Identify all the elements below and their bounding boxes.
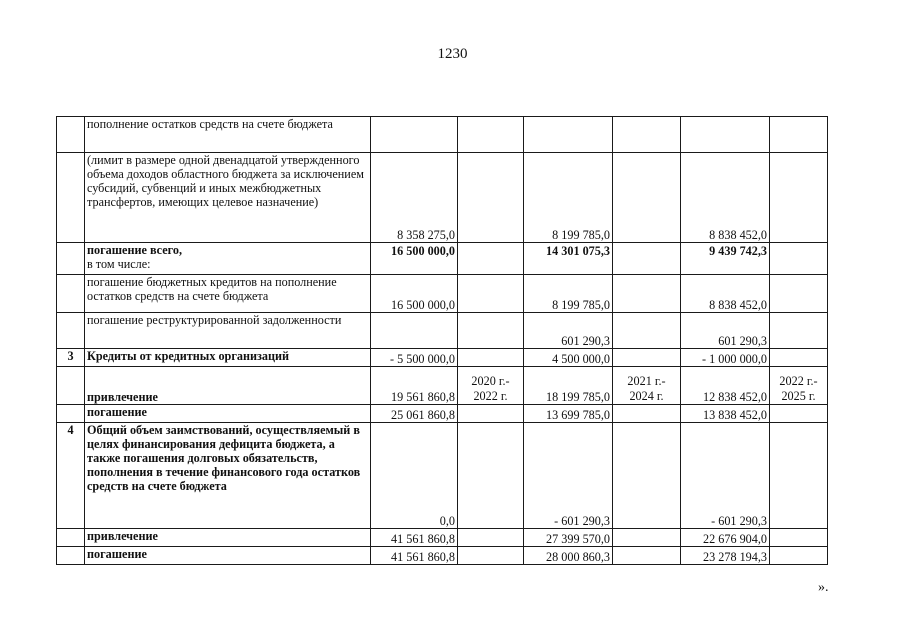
period-2020 xyxy=(458,349,524,367)
period-2022: 2022 г.- 2025 г. xyxy=(770,367,828,405)
table-row xyxy=(57,367,828,405)
period-2020 xyxy=(458,313,524,349)
period-2020 xyxy=(458,423,524,529)
amount-2020: 19 561 860,8 xyxy=(371,367,458,405)
closing-quote-mark: ». xyxy=(818,580,829,595)
row-number xyxy=(57,547,85,565)
amount-2020: 16 500 000,0 xyxy=(371,243,458,275)
row-number xyxy=(57,117,85,153)
table-row xyxy=(57,349,828,367)
table-row xyxy=(57,529,828,547)
row-name: (лимит в размере одной двенадцатой утвержденного объема доходов областного бюджета за исключением субсидий, субвенций и иных межбюджетных трансфертов, имеющих целевое назначение) xyxy=(85,153,371,243)
amount-2021: 8 199 785,0 xyxy=(524,153,613,243)
period-2021 xyxy=(613,313,681,349)
period-2022 xyxy=(770,243,828,275)
row-name-main: погашение всего, xyxy=(87,243,183,257)
table-row xyxy=(57,405,828,423)
amount-2020: 0,0 xyxy=(371,423,458,529)
period-2022 xyxy=(770,529,828,547)
amount-2022: 13 838 452,0 xyxy=(681,405,770,423)
amount-2021: 601 290,3 xyxy=(524,313,613,349)
period-2020 xyxy=(458,529,524,547)
period-2021 xyxy=(613,243,681,275)
amount-2022: 601 290,3 xyxy=(681,313,770,349)
period-2021 xyxy=(613,349,681,367)
table-row xyxy=(57,117,828,153)
row-number xyxy=(57,313,85,349)
period-2022 xyxy=(770,547,828,565)
amount-2022: 12 838 452,0 xyxy=(681,367,770,405)
table-row xyxy=(57,313,828,349)
row-name-sub: в том числе: xyxy=(87,257,151,271)
amount-2021: 18 199 785,0 xyxy=(524,367,613,405)
row-number xyxy=(57,529,85,547)
period-2022 xyxy=(770,313,828,349)
amount-2020: 41 561 860,8 xyxy=(371,529,458,547)
row-number xyxy=(57,153,85,243)
amount-2020: 8 358 275,0 xyxy=(371,153,458,243)
period-2020 xyxy=(458,405,524,423)
row-name: погашение xyxy=(85,405,371,423)
period-2021: 2021 г.- 2024 г. xyxy=(613,367,681,405)
period-2021 xyxy=(613,529,681,547)
row-name: привлечение xyxy=(85,367,371,405)
row-name xyxy=(85,243,371,275)
period-2021 xyxy=(613,423,681,529)
period-2022 xyxy=(770,405,828,423)
row-number: 4 xyxy=(57,423,85,529)
amount-2021: 27 399 570,0 xyxy=(524,529,613,547)
period-2021 xyxy=(613,547,681,565)
table-row xyxy=(57,275,828,313)
amount-2020: - 5 500 000,0 xyxy=(371,349,458,367)
period-2020 xyxy=(458,153,524,243)
amount-2021: 13 699 785,0 xyxy=(524,405,613,423)
amount-2021: - 601 290,3 xyxy=(524,423,613,529)
amount-2020: 41 561 860,8 xyxy=(371,547,458,565)
amount-2022 xyxy=(681,117,770,153)
period-2021 xyxy=(613,153,681,243)
period-2021 xyxy=(613,405,681,423)
row-name: Кредиты от кредитных организаций xyxy=(85,349,371,367)
period-2022 xyxy=(770,275,828,313)
amount-2021: 14 301 075,3 xyxy=(524,243,613,275)
period-2022 xyxy=(770,423,828,529)
period-2022 xyxy=(770,117,828,153)
amount-2021: 28 000 860,3 xyxy=(524,547,613,565)
row-number xyxy=(57,275,85,313)
row-name: Общий объем заимствований, осуществляемый в целях финансирования дефицита бюджета, а также погашения долговых обязательств, пополнения в течение финансового года остатков средств на счете бюджета xyxy=(85,423,371,529)
amount-2021: 4 500 000,0 xyxy=(524,349,613,367)
amount-2022: - 601 290,3 xyxy=(681,423,770,529)
borrowing-table xyxy=(56,116,828,565)
amount-2020: 16 500 000,0 xyxy=(371,275,458,313)
amount-2020: 25 061 860,8 xyxy=(371,405,458,423)
table-row xyxy=(57,547,828,565)
period-2022 xyxy=(770,153,828,243)
period-2020 xyxy=(458,275,524,313)
amount-2021 xyxy=(524,117,613,153)
period-2021 xyxy=(613,117,681,153)
amount-2020 xyxy=(371,313,458,349)
period-2020 xyxy=(458,117,524,153)
row-name: погашение бюджетных кредитов на пополнение остатков средств на счете бюджета xyxy=(85,275,371,313)
period-2020 xyxy=(458,547,524,565)
row-number xyxy=(57,243,85,275)
amount-2022: - 1 000 000,0 xyxy=(681,349,770,367)
row-number xyxy=(57,405,85,423)
row-name: пополнение остатков средств на счете бюджета xyxy=(85,117,371,153)
period-2020 xyxy=(458,243,524,275)
amount-2022: 8 838 452,0 xyxy=(681,153,770,243)
period-2020: 2020 г.- 2022 г. xyxy=(458,367,524,405)
amount-2021: 8 199 785,0 xyxy=(524,275,613,313)
table-row xyxy=(57,423,828,529)
row-name: погашение реструктурированной задолженности xyxy=(85,313,371,349)
amount-2022: 23 278 194,3 xyxy=(681,547,770,565)
table-row xyxy=(57,153,828,243)
period-2021 xyxy=(613,275,681,313)
table-row xyxy=(57,243,828,275)
amount-2022: 8 838 452,0 xyxy=(681,275,770,313)
row-name: привлечение xyxy=(85,529,371,547)
page-number: 1230 xyxy=(437,46,468,62)
row-name: погашение xyxy=(85,547,371,565)
amount-2020 xyxy=(371,117,458,153)
row-number: 3 xyxy=(57,349,85,367)
amount-2022: 22 676 904,0 xyxy=(681,529,770,547)
period-2022 xyxy=(770,349,828,367)
row-number xyxy=(57,367,85,405)
amount-2022: 9 439 742,3 xyxy=(681,243,770,275)
